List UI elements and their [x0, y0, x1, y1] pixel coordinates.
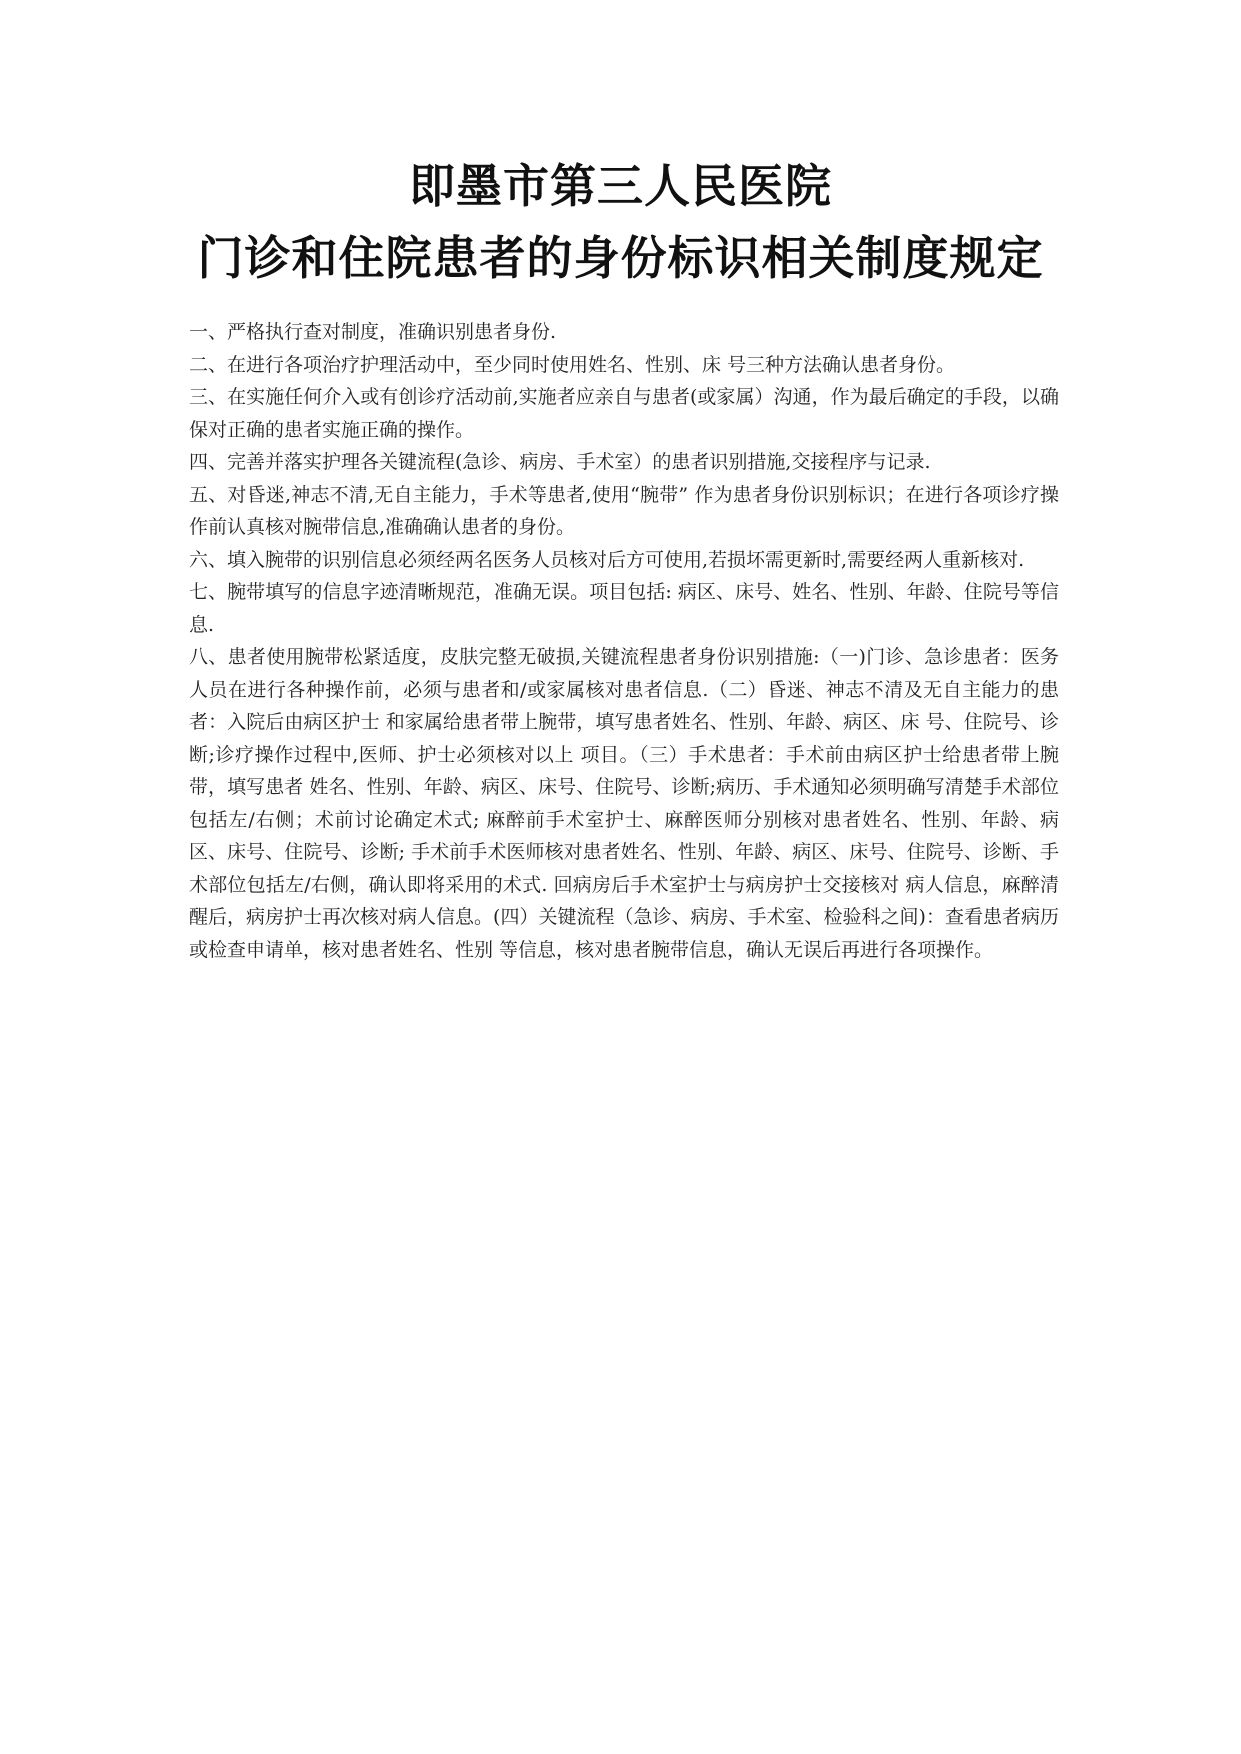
clause-4: 四、完善并落实护理各关键流程(急诊、病房、手术室）的患者识别措施,交接程序与记录. [189, 451, 931, 473]
document-title [0, 150, 1241, 294]
clause-6: 六、填入腕带的识别信息必须经两名医务人员核对后方可使用,若损坏需更新时,需要经两人重新核对. [189, 548, 1025, 571]
clause-1: 一、严格执行查对制度，准确识别患者身份. [189, 321, 557, 343]
hospital-name-title: 即墨市第三人民医院 [409, 159, 832, 213]
regulation-body [189, 316, 1059, 966]
clause-8: 八、患者使用腕带松紧适度，皮肤完整无破损,关键流程患者身份识别措施:（一)门诊、急诊患者：医务人员在进行各种操作前，必须与患者和/或家属核对患者信息.（二）昏迷、神志不清及无自主能力的患者：入院后由病区护士 和家属给患者带上腕带，填写患者姓名、性别、年龄、病区、床 号、住院号、诊断;诊疗操作过程中,医师、护士必须核对以上 项目。（三）手术患者：手术前由病区护士给患者带上腕带，填写患者 姓名、性别、年龄、病区、床号、住院号、诊断;病历、手术通知必须明确写清楚手术部位包括左/右侧；术前讨论确定术式; 麻醉前手术室护士、麻醉医师分别核对患者姓名、性别、年龄、病区、床号、住院号、诊断; 手术前手术医师核对患者姓名、性别、年龄、病区、床号、住院号、诊断、手术部位包括左/右侧，确认即将采用的术式. 回病房后手术室护士与病房护士交接核对 病人信息，麻醉清醒后，病房护士再次核对病人信息。(四）关键流程（急诊、病房、手术室、检验科之间)：查看患者病历或检查申请单，核对患者姓名、性别 等信息，核对患者腕带信息，确认无误后再进行各项操作。 [189, 646, 1059, 961]
clause-5: 五、对昏迷,神志不清,无自主能力，手术等患者,使用“腕带” 作为患者身份识别标识；在进行各项诊疗操作前认真核对腕带信息,准确确认患者的身份。 [189, 483, 1059, 538]
clause-3: 三、在实施任何介入或有创诊疗活动前,实施者应亲自与患者(或家属）沟通，作为最后确定的手段，以确保对正确的患者实施正确的操作。 [189, 386, 1059, 441]
clause-7: 七、腕带填写的信息字迹清晰规范，准确无误。项目包括: 病区、床号、姓名、性别、年龄、住院号等信息. [189, 581, 1059, 636]
regulation-title: 门诊和住院患者的身份标识相关制度规定 [197, 231, 1044, 285]
clause-2: 二、在进行各项治疗护理活动中，至少同时使用姓名、性别、床 号三种方法确认患者身份。 [189, 353, 956, 376]
